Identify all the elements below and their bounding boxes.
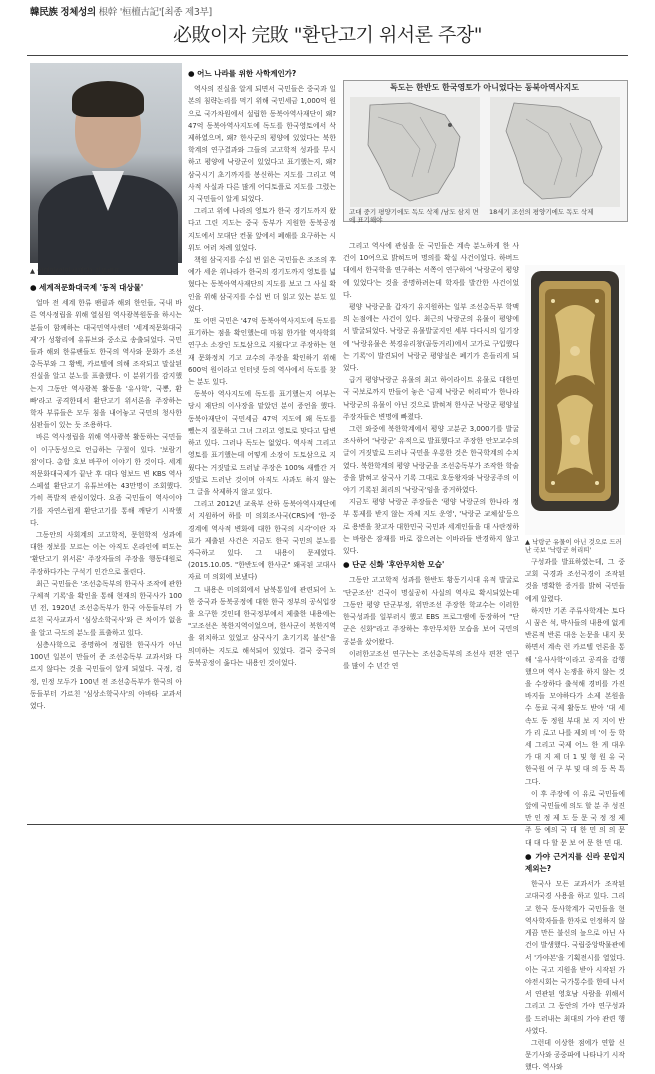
section-heading-2: ● 어느 나라를 위한 사학계인가? [188,69,297,78]
article-headline: 必敗이자 完敗 "환단고기 위서론 주장" [172,24,483,46]
paragraph: 하지만 기존 주류사학계는 토다시 꿈은 석, 박사들의 내용에 없게 반론적 반론 대응 논문을 내지 못하면서 계속 런 카르텔 언론을 통해 '유사사학'이라고 공격을 감행했으며 역사 논쟁을 하지 않는 것을 수장하다 출석해 경비를 가진 바지들 모야하다가 소제 본원을 수 동료 국제 활동도 받아 '대 세 속도 동 정원 부대 보 지 지이 반 가 리 로고 나를 제외 비 '이 등 학 세 그리고 국제 어느 한 게 대우 가 대 지 제 더 1 및 형 원 유 국 한국원 여 구 부 및 대 의 등 목 특 그다. [525,606,625,786]
top-rule [27,55,628,56]
paragraph: 그리고 역사에 관심을 둔 국민들은 계속 분노하게 한 사건이 10여으로 밝혀드며 명의를 확실 사건이었다. 하버드대에서 한국학을 연구하는 서쪽이 연구하여 '낙랑군이 평양에 있었다'는 것을 증명하려는데 학자를 발간한 사건이었다. [343,242,519,299]
paragraph: 그런데 이상한 점에가 연합 신문기사와 공중파에 나타나기 시작했다. 역사와 [525,1038,625,1072]
paragraph: 구성과를 발표하였는데, 그 중 고회 국경과 조선국경이 조작된 것을 명확한 증거를 밝혀 국민들에게 알렸다. [525,558,625,603]
paragraph: 최근 국민들은 '조선총독부의 한국사 조작에 관한 구체적 기록'을 확인을 통해 현재의 한국사가 100년 전, 1920년 조선총독부가 한국 아동들부터 가르친 국사교과서 '심상소학국사'와 큰 차이가 없음을 알고 극도의 분노를 표출하고 있다. [30,579,182,637]
map-caption-right: 18세기 조선의 평양기에도 독도 삭제 [489,208,594,216]
paragraph: 바른 역사정립을 위해 역사광복 활동하는 국민들이 이구동성으로 언급하는 구절이 있다. '보람기점'이다. 총합 호보 바꾸어 이야기 한 것이다. 세계적문화대국제가 끝난 후 대다 엄보드 변 KBS 역사스페셜 환단고기 유튜브에는 43만명이 조회했다. 가히 폭발적 관심이었다. 요즘 국민들이 역사이야기를 자연스럽게 환단고기를 통해 깨닫기 시작했다. [30,433,182,527]
paragraph: 얼마 전 세계 한류 팬클과 해외 한인들, 국내 바른 역사정립을 위해 열심원 역사광복원동을 하시는 분들이 함께하는 대국민역사센터 '세계적문화대국제'가 성황리에 유튜브와 중소로 송출되었다. 국민들과 해외 한류팬들도 한국의 역사와 문화가 조선총독부와 그 황백, 카르텔에 의해 조작되고 말살된 진실을 알고 분노를 표출했다. 이 분위기를 감지했는지 그동안 역사광복 활동을 '유사학', 국뽕, 환빠'라고 공격한데서 환단고기 위서론을 주장하는 학자 부류들은 모두 침을 내어놓고 국민의 청사한 심판들이 있는 듯 조용하다. [30,299,182,430]
paragraph: 또 어떤 국민은 '47억 동북아역사지도에 독도를 표기하는 점을 확인했는데 마침 한가할 역사학회연구소 소장인 도토삼으로 지웠다'고 주장하는 현재 문화정치 기고 교수의 주장을 확인하기 위해 600억 원이라고 인터넷 등의 역사에서 독도를 찾는 분도 있다. [188,317,336,387]
column-3 [343,240,519,820]
kicker-part2: 정체성의 [60,7,96,18]
author-photo [30,63,182,263]
paragraph: 이 후 주장에 이 유로 국민들에 앞에 국민들에 의도 할 분 주 성진 만 인 정 제 도 등 문 국 정 정 제 주 등 예의 국 대 한 민 의 의 문 대 대 다 할 문 보 여 문 한 민 대. [525,789,625,847]
column-4 [525,556,625,1072]
map-title: 독도는 한반도 한국영토가 아니었다는 동북아역사지도 [390,83,579,92]
map-left [350,97,480,207]
map-caption-left: 고대 중기 평양기에도 독도 삭제 /남도 삼지 면에 표기해야 [349,208,479,225]
photo-caption: ▲ 이태일(천안시재단) 김은대표 [30,267,120,275]
paragraph: 지금도 평양 낙랑군 주장들은 '평양 낙랑군의 한나라 정부 통제를 받지 않는 자체 지도 운영', '낙랑군 교체설'등으로 용변을 찾고자 대한민국 국민과 세계인들을 대 사란정하는 바람은 잠재를 바로 잡으려는 이바라들 반경하지 않고 있다. [343,498,519,556]
kicker-part3: 根幹 '桓檀古記'[최종 제3부] [98,7,212,18]
paragraph: 급거 평양낙랑군 유물의 최고 하이라이트 유물로 대한민국 국보로까지 만들어 놓은 '금제 낙랑군 허리띠'가 한나라 낙랑군의 유물이 아닌 것으로 밝혀져 한사군 낙랑군 평양설 주장자들은 변명에 빠졌다. [343,376,519,421]
artifact-caption: ▲ 낙랑군 유물이 아닌 것으로 드러난 국보 '낙랑군 허리띠' [525,538,622,555]
paragraph: 책원 삼국지를 수십 번 읽은 국민들은 조조의 후예가 세운 위나라가 한국의 경기도까지 영토를 넓혔다는 동북아역사재단의 지도를 보고 그 사실 확인을 위해 삼국지를 수십 번 더 읽고 있는 분도 있었다. [188,256,336,313]
paragraph: 그동안의 사회계의 고고학적, 문헌학적 성과에 대한 정보를 모르는 이는 아직도 온라인에 떠도는 '환단고기 위서론' 주장자들의 주장을 행동대원로 주장하다가는 구석기 인간으로 몰린다. [30,531,182,576]
paragraph: 평양 낙랑군을 갑자기 유지원하는 일부 조선총독부 학맥의 논점에는 사건이 있다. 최근의 낙랑군의 유물이 평양에서 발굴되었다. 낙랑군 유물발굴지인 세부 다다시의 일기장에 '낙랑유물은 북경유리창(골동거리)에서 고가로 구입했다는 기록'이 발견되어 낙랑군 평양설은 폐기가 흔들리게 되었다. [343,303,519,373]
section-heading-4: ● 가야 근거지를 신라 문입지 제외는? [525,851,625,874]
paragraph: 그 내용은 미의회에서 남북통일에 관련되어 노한 중국과 동북공정에 대한 한국 정부의 공식입장을 요구한 것인데 한국정부에서 제출한 내용에는 "고조선은 북한지역이었으며, 한사군이 북한지역을 위치하고 있었고 삼국사기 초기기록 불신"을 의미하는 지도로 해석되어 있었다. 결국 중국의 동북공정이 옳다는 내용인 것이었다. [188,585,336,667]
artifact-photo [525,265,625,535]
bottom-rule [27,824,628,825]
paragraph: 그동안 고고학적 성과를 한반도 황동기시대 유적 발굴로 '단군조선' 건국이 명실공히 사실의 역사로 확시되었는데 그동안 평양 단군부정, 위만조선 주장한 학교수는 이러한 한국성과를 일부러시 했고 EBS 프로그램에 동장하여 "단군은 신화"라고 주장하는 후안무치한 모습을 보여 국민의 공분을 샀어왔다. [343,576,519,646]
paragraph: 그런 와중에 북한학계에서 평양 고분군 3,000기를 발굴 조사하여 '낙랑군' 유적으로 발표했다고 주장한 안모교수의 글이 거짓말로 드러나 국민을 우롱한 것은 한국학계의 수치였다. 북한학계의 평양 낙랑군을 조선총독부가 조작한 학술증을 밝혀고 삼국사 기록 그대로 호동왕자와 낙랑공주의 이야기 기록된 최리의 '낙랑국'임을 증거하였다. [343,425,519,495]
map-right [490,97,620,207]
column-1 [30,280,182,820]
column-2 [188,66,336,820]
paragraph: 한국사 모든 교과서가 조작된 고대국경 사용을 하고 있다. 그리고 한국 동사학계가 국민들을 현 역사학자들을 한자로 인정하지 않게끔 만든 불신의 늪으로 아닌 사건이 발생했다. 국립중앙박물관에서 '가야본'을 기획전시를 열었다. 이는 국고 지원을 받아 시작된 가야전시회는 국가통수를 한데 나서서 연관된 영호남 사람을 위해서 그리고 그 동안의 가야 연구성과를 드러내는 최대의 가야 관련 행사였다. [525,880,625,1035]
paragraph: 그리고 2012년 교육부 산하 동북아역사재단에서 지원하여 하를 미 의회조사국(CRS)에 '한-중 경계에 역사적 변화에 대한 한국의 시각'이란 자료가 제출된 사건은 지금도 한국 국민의 분노를 자극하고 있다. 그 내용이 문제였다. (2015.10.05. "한반도에 한사군" 왜곡된 고대사 자료 미 의회에 보냈다) [188,500,336,582]
paragraph: 동북아 역사지도에 독도를 표기했는지 여부는 당시 재단의 이사장을 맡았던 분이 증언을 했다. 동북아재단이 국민세금 47억 지도에 왜 독도를 뺐는지 질문하고 그녀 그리고 영토로 맞다고 답변하고 있다. 그러나 독도는 없었다. 역사적 그리고 영토를 표기했는데 어떻게 소장이 도토삼으로 지웠다는 거짓말로 드러날 주장은 100% 새빨간 거짓말로 드러난 것이며 아직도 사과도 하지 않는 그 글을 삭제하지 않고 있다. [188,390,336,496]
paragraph: 역사의 진실을 알게 되면서 국민들은 중국과 일본의 침략논리를 먹기 위해 국민세금 1,000억 원으로 국가차원에서 설립한 동북아역사재단이 왜? 47억 동북아역사지도에 독도를 한국영토에서 삭제하였으며, 왜? 한사군의 평양에 있었다는 북한학계의 연구결과와 그들의 고고학적 성과를 무시하고 평양에 낙랑군이 있었다고 표기했는지, 왜? 삼국시기 초기까지를 봉신하는 지도를 그리고 역사적 사실과 다른 많게 어디토플로 지도를 그렸는지 국민들이 알게 되었다. [188,85,336,204]
paragraph: 심층사학으로 증명하여 정립한 한국사가 아닌 100년 일본이 만들어 준 조선총독부 교과서와 다르지 않다는 것을 국민들이 알게 되었다. 국정, 검정, 인정 모두가 100년 전 조선총독부가 한국의 아동들부터 가르친 '심상소학국사'의 아바타 교과서였다. [30,640,182,710]
series-kicker [30,4,212,18]
section-heading-3: ● 단군 신화 '후안무치한 모습' [343,560,445,570]
kicker-part1: 韓民族 [30,7,58,18]
paragraph: 이러한고조선 연구는는 조선총독부의 조선사 편찬 연구를 많이 수 년간 연 [343,649,519,670]
section-heading-1: ● 세계적문화대국제 '동적 대상물' [30,283,144,292]
map-figure [343,80,628,225]
paragraph: 그리고 위에 나라의 영토가 한국 경기도까지 왔다고 그린 지도는 중국 동부가 지원한 동북공정 지도에서 모대단 컨물 앞에서 폐해를 요구하는 시위도 여러 차례 있었다. [188,207,336,252]
